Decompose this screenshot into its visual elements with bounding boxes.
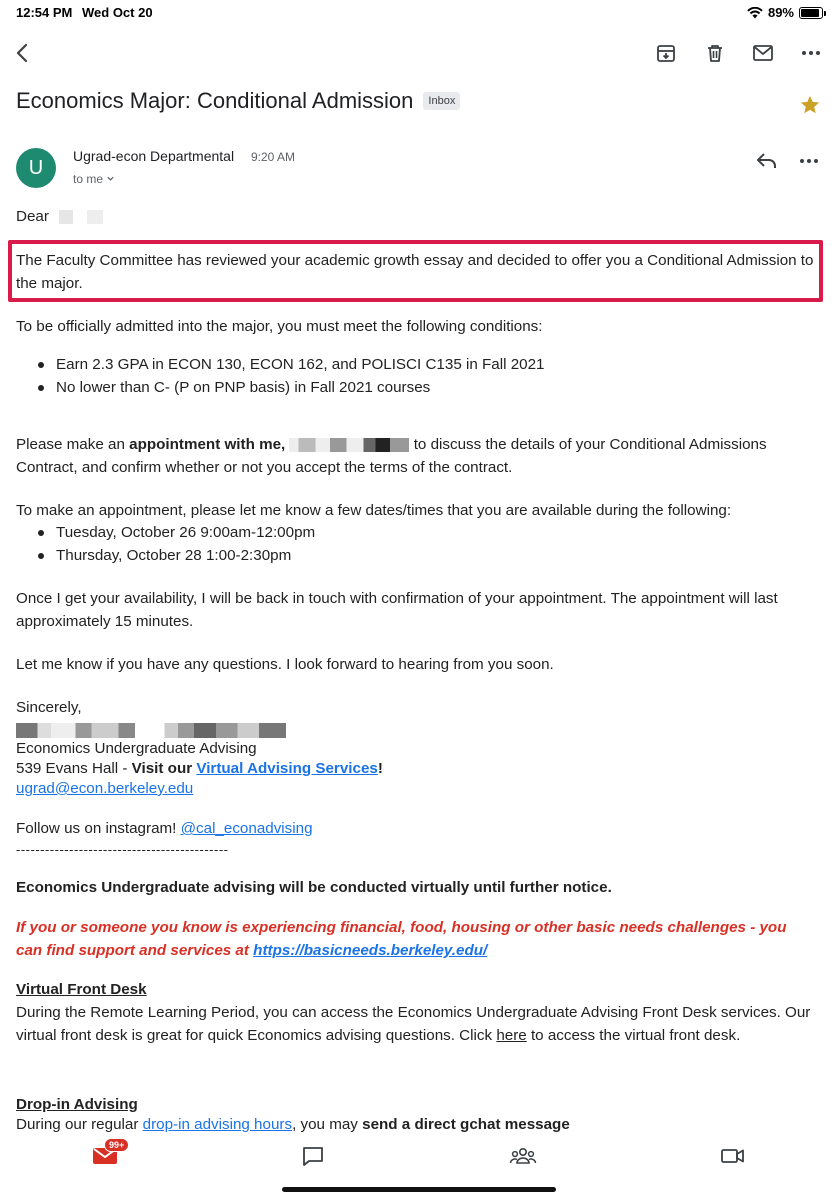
availability-list — [16, 521, 816, 567]
dropin-paragraph — [16, 1113, 816, 1136]
virtual-notice: Economics Undergraduate advising will be conducted virtually until further notice. — [16, 879, 612, 896]
star-button[interactable] — [799, 94, 821, 121]
greeting-text: Dear — [16, 208, 49, 225]
status-indicators — [747, 5, 823, 20]
more-options-button[interactable] — [798, 40, 824, 66]
availability-intro: To make an appointment, please let me know a few dates/times that you are available during the following: — [16, 502, 732, 519]
more-horizontal-icon — [800, 42, 822, 64]
nav-mail[interactable] — [88, 1140, 125, 1170]
instagram-link[interactable]: @cal_econadvising — [180, 820, 313, 837]
appointment-post: to discuss the details of your Conditional Admissions Contract, and confirm whether or not you accept the terms of the contract. — [16, 436, 767, 476]
separator: -------------------------------------------- — [16, 842, 229, 857]
closing: Sincerely, — [16, 699, 82, 716]
star-icon — [799, 94, 821, 116]
more-horizontal-icon — [798, 150, 820, 172]
basic-needs-text: If you or someone you know is experiencing financial, food, housing or other basic needs challenges - you can find support and services at — [16, 919, 787, 959]
subject-row — [16, 88, 460, 114]
visit-text: Visit our — [131, 760, 197, 777]
inbox-label[interactable]: Inbox — [423, 92, 460, 110]
condition-item: No lower than C- (P on PNP basis) in Fall 2021 courses — [16, 376, 816, 399]
dropin-mid: , you may — [292, 1116, 363, 1133]
greeting — [16, 205, 816, 228]
nav-meet[interactable] — [716, 1142, 750, 1170]
nav-chat[interactable] — [296, 1142, 330, 1170]
redacted-name-2 — [87, 210, 103, 224]
archive-button[interactable] — [653, 40, 679, 66]
dropin-heading: Drop-in Advising — [16, 1096, 138, 1113]
condition-item: Earn 2.3 GPA in ECON 130, ECON 162, and POLISCI C135 in Fall 2021 — [16, 353, 816, 376]
mail-icon — [752, 42, 774, 64]
video-icon — [720, 1146, 746, 1166]
reply-icon — [755, 150, 779, 172]
conditions-intro: To be officially admitted into the major, you must meet the following conditions: — [16, 318, 543, 335]
battery-fill — [801, 9, 819, 17]
email-toolbar — [0, 34, 839, 70]
conditions-list — [16, 353, 816, 399]
address-text: 539 Evans Hall - — [16, 760, 132, 777]
dropin-hours-link[interactable]: drop-in advising hours — [142, 1116, 293, 1133]
virtual-advising-link[interactable]: Virtual Advising Services — [196, 760, 378, 777]
front-desk-here-link[interactable]: here — [496, 1027, 527, 1044]
sender-name[interactable]: Ugrad-econ Departmental — [73, 148, 235, 164]
followup-paragraph: Once I get your availability, I will be back in touch with confirmation of your appointment. The appointment will last approximately 15 minutes. — [16, 590, 778, 630]
front-desk-text-end: to access the virtual front desk. — [526, 1027, 741, 1044]
chat-icon — [301, 1145, 325, 1167]
sent-time: 9:20 AM — [251, 150, 296, 164]
front-desk-paragraph — [16, 1001, 816, 1047]
appointment-pre: Please make an — [16, 436, 130, 453]
recipient-label: to me — [73, 172, 104, 186]
email-link[interactable]: ugrad@econ.berkeley.edu — [16, 780, 194, 797]
archive-icon — [655, 42, 677, 64]
recipient-details-toggle[interactable] — [73, 172, 115, 186]
front-desk-text: During the Remote Learning Period, you can access the Economics Undergraduate Advising Front Desk services. Our virtual front desk is great for quick Economics advising questions. Click — [16, 1004, 811, 1044]
chevron-down-icon — [106, 174, 115, 183]
front-desk-heading: Virtual Front Desk — [16, 981, 147, 998]
arrow-left-icon — [12, 42, 34, 64]
nav-spaces[interactable] — [506, 1142, 540, 1170]
basic-needs-link[interactable]: https://basicneeds.berkeley.edu/ — [253, 942, 488, 959]
mark-unread-button[interactable] — [750, 40, 776, 66]
status-bar — [0, 0, 839, 26]
basic-needs-notice — [16, 916, 816, 962]
availability-item: Tuesday, October 26 9:00am-12:00pm — [16, 521, 816, 544]
battery-percent: 89% — [767, 5, 794, 20]
back-button[interactable] — [10, 40, 36, 66]
sender-avatar[interactable]: U — [16, 148, 56, 188]
message-more-button[interactable] — [798, 150, 820, 177]
dropin-text: During our regular — [16, 1116, 143, 1133]
redacted-advisor-name — [289, 438, 409, 452]
email-subject: Economics Major: Conditional Admission — [16, 88, 414, 113]
redacted-name — [59, 210, 73, 224]
delete-button[interactable] — [702, 40, 728, 66]
trash-icon — [704, 42, 726, 64]
status-date: Wed Oct 20 — [82, 5, 153, 20]
questions-paragraph: Let me know if you have any questions. I look forward to hearing from you soon. — [16, 656, 554, 673]
signature-title: Economics Undergraduate Advising — [16, 740, 257, 757]
instagram-line — [16, 817, 816, 840]
bottom-navigation — [0, 1136, 839, 1176]
status-time: 12:54 PM — [16, 5, 73, 20]
battery-icon — [799, 7, 823, 19]
exclamation: ! — [377, 760, 383, 777]
home-indicator[interactable] — [282, 1187, 556, 1192]
reply-button[interactable] — [755, 150, 779, 177]
unread-badge: 99+ — [104, 1138, 129, 1152]
wifi-icon — [747, 7, 763, 19]
dropin-bold: send a direct gchat message — [362, 1116, 570, 1133]
email-line — [16, 777, 816, 800]
redacted-signature — [16, 719, 816, 735]
appointment-bold: appointment with me, — [129, 436, 286, 453]
appointment-paragraph — [16, 433, 816, 479]
people-icon — [509, 1145, 537, 1167]
instagram-text: Follow us on instagram! — [16, 820, 181, 837]
availability-item: Thursday, October 28 1:00-2:30pm — [16, 544, 816, 567]
highlighted-paragraph: The Faculty Committee has reviewed your academic growth essay and decided to offer you a Conditional Admission to the major. — [16, 252, 814, 292]
